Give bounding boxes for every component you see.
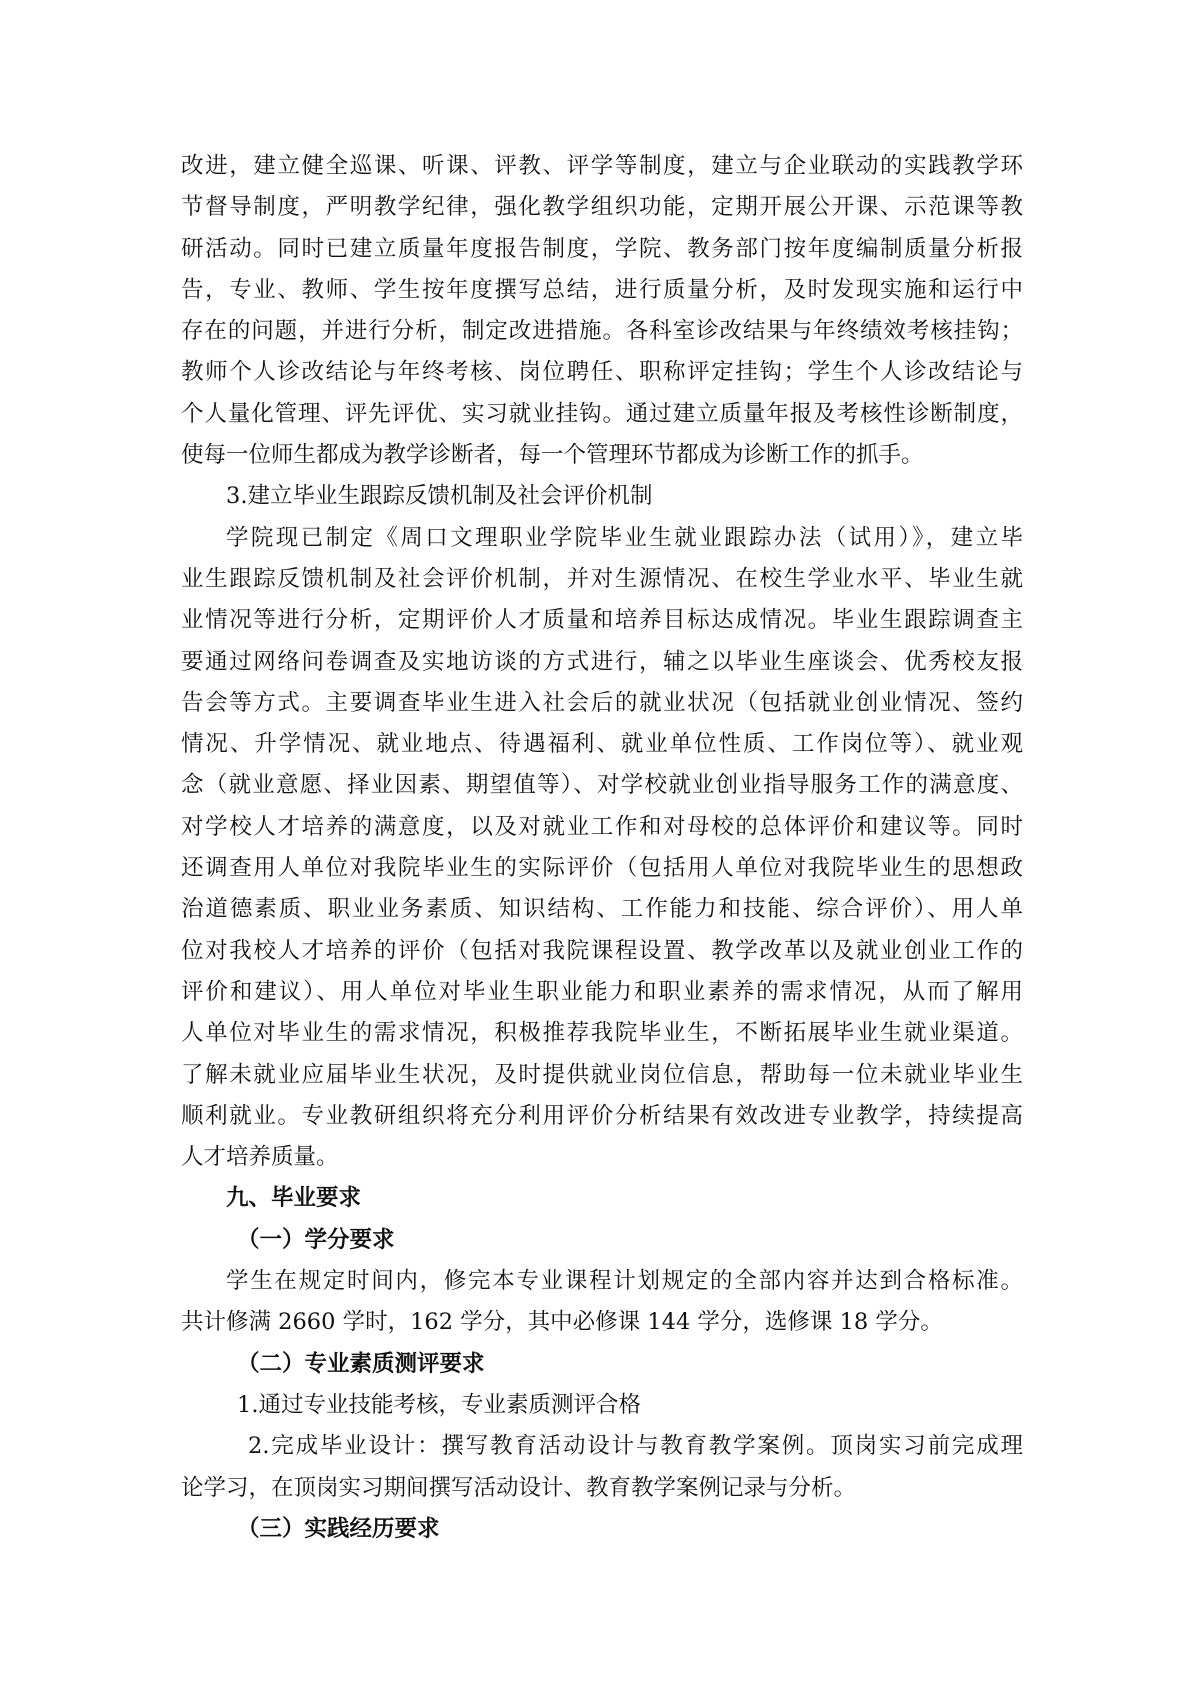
text-line: 顺利就业。专业教研组织将充分利用评价分析结果有效改进专业教学，持续提高 (181, 1102, 1023, 1129)
section-9-heading: 九、毕业要求 (226, 1185, 362, 1212)
text-line: 教师个人诊改结论与年终考核、岗位聘任、职称评定挂钩；学生个人诊改结论与 (181, 359, 1023, 386)
text-line: 了解未就业应届毕业生状况，及时提供就业岗位信息，帮助每一位未就业毕业生 (181, 1061, 1023, 1088)
section-3-title: 3.建立毕业生跟踪反馈机制及社会评价机制 (226, 483, 653, 510)
text-line: 个人量化管理、评先评优、实习就业挂钩。通过建立质量年报及考核性诊断制度， (181, 400, 1023, 427)
paragraph-graduate-tracking (181, 518, 1023, 1179)
text-line: 业情况等进行分析，定期评价人才质量和培养目标达成情况。毕业生跟踪调查主 (181, 607, 1023, 634)
subsection-practice-heading: （三）实践经历要求 (237, 1515, 440, 1542)
list-item-graduation-design (181, 1426, 1023, 1509)
subsection-quality-heading: （二）专业素质测评要求 (237, 1350, 485, 1377)
text-line: 论学习，在顶岗实习期间撰写活动设计、教育教学案例记录与分析。 (181, 1474, 857, 1501)
text-line: 要通过网络问卷调查及实地访谈的方式进行，辅之以毕业生座谈会、优秀校友报 (181, 648, 1023, 675)
paragraph-diagnosis (181, 146, 1023, 476)
text-line: 研活动。同时已建立质量年度报告制度，学院、教务部门按年度编制质量分析报 (181, 235, 1023, 262)
text-line: 节督导制度，严明教学纪律，强化教学组织功能，定期开展公开课、示范课等教 (181, 194, 1023, 221)
text-line: 评价和建议）、用人单位对毕业生职业能力和职业素养的需求情况，从而了解用 (181, 978, 1023, 1005)
subsection-credit-heading: （一）学分要求 (237, 1226, 395, 1253)
text-line: 情况、升学情况、就业地点、待遇福利、就业单位性质、工作岗位等）、就业观 (181, 731, 1023, 758)
text-line: 业生跟踪反馈机制及社会评价机制，并对生源情况、在校生学业水平、毕业生就 (181, 565, 1023, 592)
text-line: 改进，建立健全巡课、听课、评教、评学等制度，建立与企业联动的实践教学环 (181, 153, 1023, 179)
text-line: 学生在规定时间内，修完本专业课程计划规定的全部内容并达到合格标准。 (226, 1268, 1023, 1295)
list-item-skills-assessment: 1.通过专业技能考核，专业素质测评合格 (237, 1391, 641, 1418)
paragraph-credit-requirements (181, 1261, 1023, 1344)
text-line: 人才培养质量。 (181, 1144, 339, 1171)
text-line: 还调查用人单位对我院毕业生的实际评价（包括用人单位对我院毕业生的思想政 (181, 855, 1023, 882)
text-line: 对学校人才培养的满意度，以及对就业工作和对母校的总体评价和建议等。同时 (181, 813, 1023, 840)
document-page (181, 146, 1023, 1550)
text-line: 存在的问题，并进行分析，制定改进措施。各科室诊改结果与年终绩效考核挂钩； (181, 318, 1023, 345)
text-line: 2.完成毕业设计：撰写教育活动设计与教育教学案例。顶岗实习前完成理 (248, 1433, 1023, 1460)
text-line: 念（就业意愿、择业因素、期望值等）、对学校就业创业指导服务工作的满意度、 (181, 772, 1023, 799)
text-line: 学院现已制定《周口文理职业学院毕业生就业跟踪办法（试用）》，建立毕 (226, 524, 1023, 551)
text-line: 人单位对毕业生的需求情况，积极推荐我院毕业生，不断拓展毕业生就业渠道。 (181, 1020, 1023, 1047)
text-line: 告，专业、教师、学生按年度撰写总结，进行质量分析，及时发现实施和运行中 (181, 276, 1023, 303)
text-line: 治道德素质、职业业务素质、知识结构、工作能力和技能、综合评价）、用人单 (181, 896, 1023, 923)
text-line: 共计修满 2660 学时，162 学分，其中必修课 144 学分，选修课 18 学分。 (181, 1309, 943, 1336)
text-line: 告会等方式。主要调查毕业生进入社会后的就业状况（包括就业创业情况、签约 (181, 689, 1023, 716)
text-line: 使每一位师生都成为教学诊断者，每一个管理环节都成为诊断工作的抓手。 (181, 442, 924, 469)
text-line: 位对我校人才培养的评价（包括对我院课程设置、教学改革以及就业创业工作的 (181, 937, 1023, 964)
